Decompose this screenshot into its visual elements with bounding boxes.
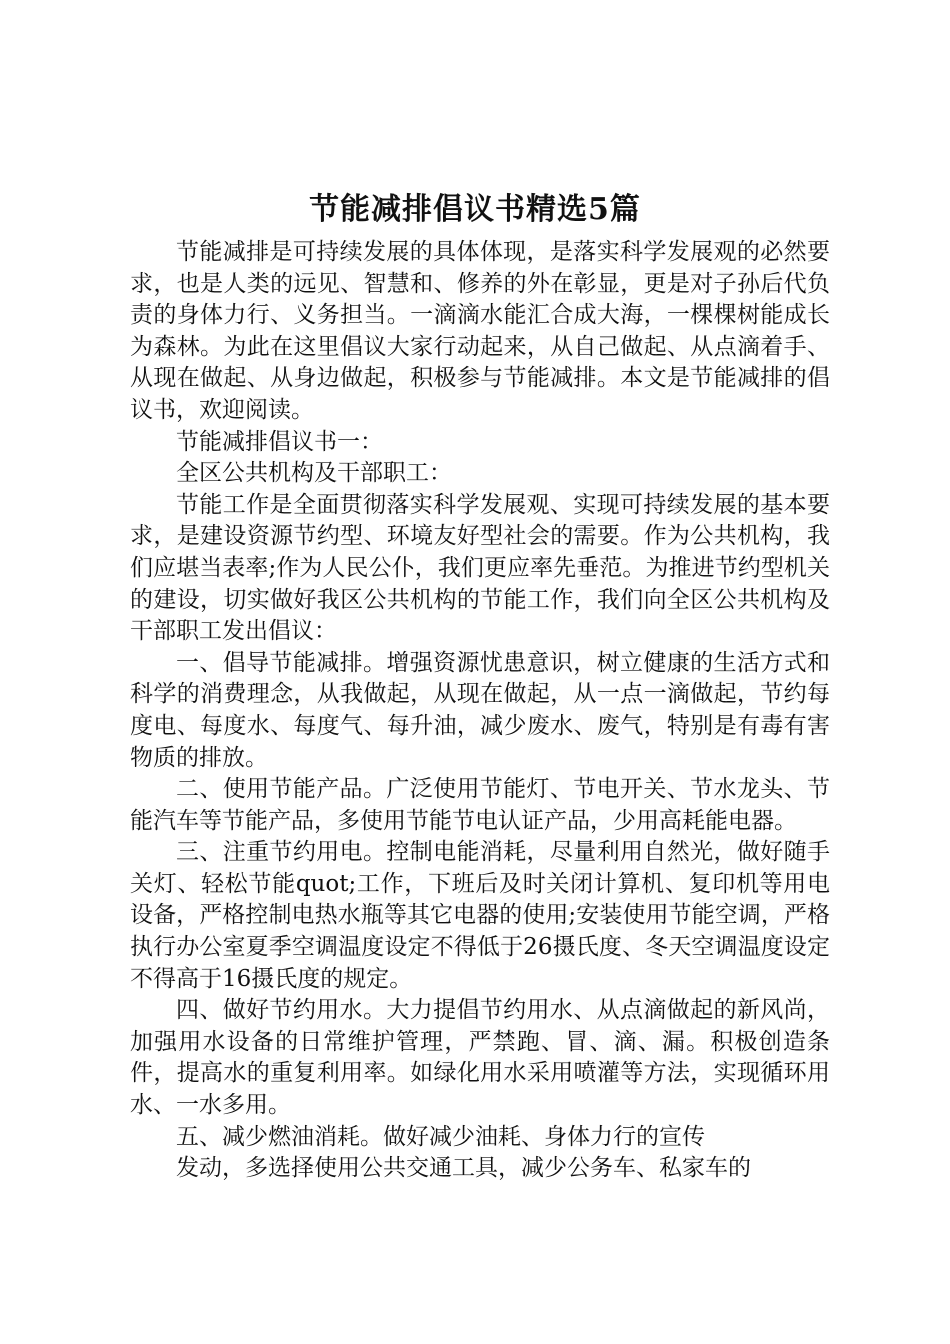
paragraph-item-2: 二、使用节能产品。广泛使用节能灯、节电开关、节水龙头、节能汽车等节能产品，多使用节能节电认证产品，少用高耗能电器。 <box>130 776 830 834</box>
paragraph-item-4: 四、做好节约用水。大力提倡节约用水、从点滴做起的新风尚，加强用水设备的日常维护管理，严禁跑、冒、滴、漏。积极创造条件，提高水的重复利用率。如绿化用水采用喷灌等方法，实现循环用水、一水多用。 <box>130 997 830 1119</box>
paragraph-item-3: 三、注重节约用电。控制电能消耗，尽量利用自然光，做好随手关灯、轻松节能quot;工作，下班后及时关闭计算机、复印机等用电设备，严格控制电热水瓶等其它电器的使用;安装使用节能空调，严格执行办公室夏季空调温度设定不得低于26摄氏度、冬天空调温度设定不得高于16摄氏度的规定。 <box>130 839 830 992</box>
paragraph-intro: 节能减排是可持续发展的具体体现，是落实科学发展观的必然要求，也是人类的远见、智慧和、修养的外在彰显，更是对子孙后代负责的身体力行、义务担当。一滴滴水能汇合成大海，一棵棵树能成长为森林。为此在这里倡议大家行动起来，从自己做起、从点滴着手、从现在做起、从身边做起，积极参与节能减排。本文是节能减排的倡议书，欢迎阅读。 <box>130 239 830 423</box>
document-title: 节能减排倡议书精选5篇 <box>309 192 641 227</box>
paragraph-item-1: 一、倡导节能减排。增强资源忧患意识，树立健康的生活方式和科学的消费理念，从我做起，从现在做起，从一点一滴做起，节约每度电、每度水、每度气、每升油，减少废水、废气，特别是有毒有害物质的排放。 <box>130 649 830 771</box>
paragraph-background: 节能工作是全面贯彻落实科学发展观、实现可持续发展的基本要求，是建设资源节约型、环境友好型社会的需要。作为公共机构，我们应堪当表率;作为人民公仆，我们更应率先垂范。为推进节约型机关的建设，切实做好我区公共机构的节能工作，我们向全区公共机构及干部职工发出倡议： <box>130 491 830 645</box>
paragraph-heading-one: 节能减排倡议书一： <box>176 428 383 455</box>
paragraph-item-5-continued: 发动，多选择使用公共交通工具，减少公务车、私家车的 <box>176 1155 751 1182</box>
paragraph-item-5: 五、减少燃油消耗。做好减少油耗、身体力行的宣传 <box>176 1123 705 1150</box>
paragraph-salutation: 全区公共机构及干部职工： <box>176 460 452 487</box>
document-body <box>130 237 830 1185</box>
